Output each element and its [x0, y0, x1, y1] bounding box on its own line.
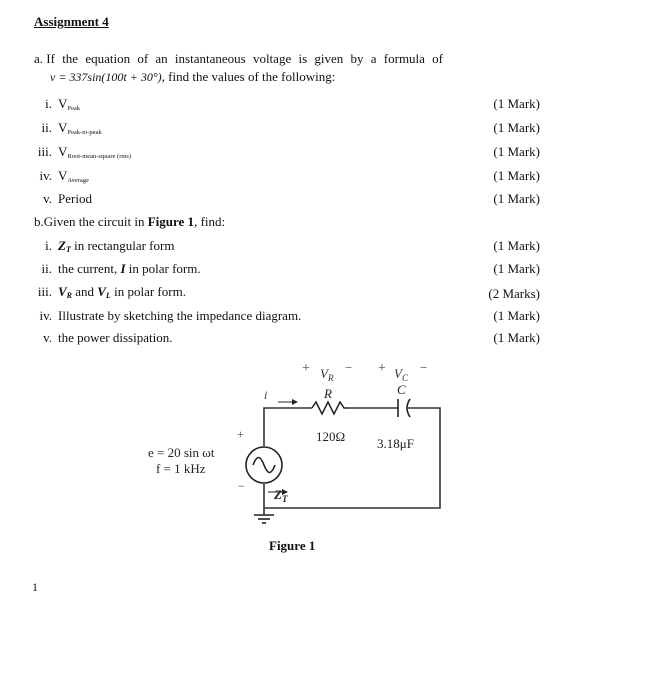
part-b-item-1: i. ZT in rectangular form: [45, 238, 175, 254]
part-a-item-1: i. $V_{Peak}$: [45, 96, 81, 112]
vc-minus-sign: −: [420, 360, 428, 375]
part-a-item-4: iv. $V_{Average}$: [39, 168, 89, 184]
vr-label: $V_R$: [320, 366, 334, 383]
part-a-item-3: iii. $V_{Root-mean-square (rms)}$: [37, 144, 132, 160]
part-a-label: a.: [34, 51, 44, 66]
part-a-item-2: ii. $V_{Peak-to-peak}$: [41, 120, 102, 136]
part-b-item-2-mark: (1 Mark): [493, 261, 540, 276]
part-a-line2: , find the values of the following:: [161, 69, 336, 84]
assignment-title: Assignment 4: [34, 14, 109, 29]
part-b-item-4: iv. Illustrate by sketching the impedance diagram.: [39, 308, 302, 323]
current-arrow: [278, 399, 298, 405]
part-a-item-4-mark: (1 Mark): [493, 168, 540, 183]
resistor-symbol: [312, 402, 348, 414]
part-b-label: b.: [34, 214, 44, 229]
part-b-item-3: iii. VR and VL in polar form.: [37, 284, 186, 300]
part-b-item-3-mark: (2 Marks): [488, 286, 540, 301]
current-label: i: [264, 388, 268, 402]
ground-icon: [254, 515, 274, 523]
source-equation: e = 20 sin ωt: [148, 445, 215, 460]
vr-plus-sign: +: [302, 361, 310, 376]
part-a-item-1-mark: (1 Mark): [493, 96, 540, 111]
resistor-label: R: [324, 386, 332, 401]
ac-source-symbol: [246, 447, 282, 483]
part-b-item-5-mark: (1 Mark): [493, 330, 540, 345]
part-a-item-5: v. Period: [43, 191, 92, 206]
capacitor-label: C: [397, 382, 406, 397]
figure-reference: Figure 1: [147, 214, 195, 229]
part-b-item-1-mark: (1 Mark): [493, 238, 540, 253]
part-a-item-5-mark: (1 Mark): [493, 191, 540, 206]
figure-caption: Figure 1: [269, 538, 316, 553]
part-b-intro: b.Given the circuit in Figure 1, find:: [34, 214, 226, 229]
vc-plus-sign: +: [378, 361, 386, 376]
part-b-item-2: ii. the current, I in polar form.: [41, 261, 201, 276]
vc-label: $V_C$: [394, 366, 408, 383]
capacitor-value: 3.18μF: [377, 436, 414, 451]
voltage-equation: v = 337sin(100t + 30°): [50, 70, 162, 84]
part-a-line1: If the equation of an instantaneous voltage is given by a formula of: [46, 51, 444, 66]
vr-minus-sign: −: [345, 360, 353, 375]
source-plus-sign: +: [237, 427, 244, 441]
source-minus-sign: −: [238, 479, 245, 493]
zt-label: $Z_T$: [274, 487, 288, 504]
page-number: 1: [32, 580, 38, 594]
resistor-value: 120Ω: [316, 429, 346, 444]
part-a-item-2-mark: (1 Mark): [493, 120, 540, 135]
part-b-item-4-mark: (1 Mark): [493, 308, 540, 323]
part-b-item-5: v. the power dissipation.: [43, 330, 173, 345]
part-a-item-3-mark: (1 Mark): [493, 144, 540, 159]
source-frequency: f = 1 kHz: [156, 461, 206, 476]
circuit-wires: [264, 408, 440, 515]
